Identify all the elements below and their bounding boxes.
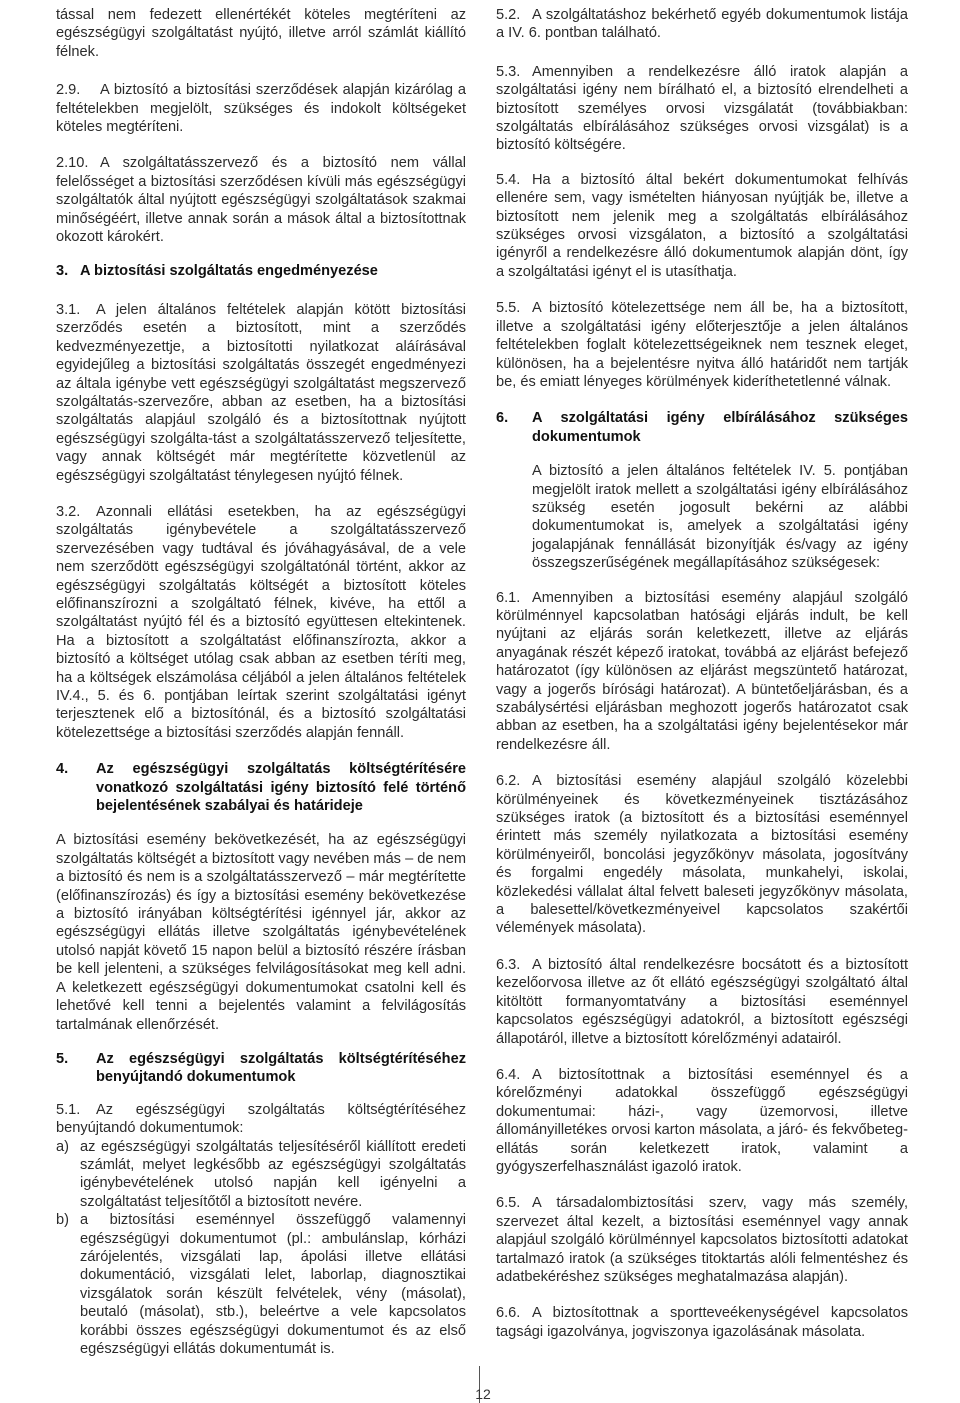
clause-5-5 [496,299,908,391]
section-heading-5 [56,1050,466,1087]
clause-number: 3.2. [56,503,81,520]
clause-number: 5.5. [496,300,521,317]
section-4-body: A biztosítási esemény bekövetkezését, ha az egészségügyi szolgáltatás költségét a biztosított vagy nevében más – de nem a biztosító és nem is a szolgáltatásszervező – már megtérítette (előfinanszírozás) és így a biztosítási esemény bekövetkezése a biztosító irányában költségtérítési igénnyel jár, akkor az egészségügyi ellátás illetve szolgáltatás igénybevételének utolsó napját követő 15 napon belül a biztosító részére írásban be kell jelenteni, a szükséges felvilágosításokat meg kell adni. A keletkezett egészségügyi dokumentumokat csatolni kell és lehetővé kell tenni a bejelentés valamint a felvilágosítás tartalmának ellenőrzését. [56,832,466,1033]
clause-5-1 [56,1101,466,1138]
section-heading-4 [56,760,466,815]
clause-2-10 [56,154,466,246]
clause-number: 6.2. [496,773,521,790]
clause-number: 5.2. [496,7,521,23]
clause-6-2 [496,772,908,938]
list-item-a [56,1138,466,1212]
list-text: a biztosítási eseménnyel összefüggő valamennyi egészségügyi dokumentumot (pl.: ambulánslap, kórházi zárójelentés, vizsgálati lap, ápolási illetve ellátási dokumentáció, vizsgálati lelet, laborlap, diagnosztikai vizsgálatok során készült felvételek, vény (másolat), beutaló (másolat), stb.), beleértve a vele kapcsolatos korábbi összes egészségügyi dokumentumot és az első egészségügyi ellátás dokumentumát is. [80,1212,466,1357]
clause-2-9 [56,81,466,136]
clause-6-6 [496,1304,908,1341]
clause-text: A biztosító kötelezettsége nem áll be, ha a biztosított, illetve a szolgáltatási igény előterjesztője a jelen általános feltételekben foglalt kötelezettségeiknek nem tesznek eleget, különösen, ha a bejelentésre nyitva álló határidőt nem tartják be, és emiatt lényeges körülmények kideríthetetlenné válnak. [496,300,908,390]
paragraph-continuation: tással nem fedezett ellenértékét köteles megtéríteni az egészségügyi szolgáltatást nyújtó, illetve arról számlát kiállító félnek. [56,7,466,60]
clause-text: A biztosítottnak a biztosítási eseménnyel és a kórelőzményi adatokkal összefüggő egészségügyi dokumentumai: házi-, vagy üzemorvosi, illetve állományilletékes orvosi karton másolata, a járó- és fekvőbeteg-ellátás során keletkezett iratok, valamint a gyógyszerfelhasználást igazoló iratok. [496,1066,908,1175]
section-title: Az egészségügyi szolgáltatás költségtérítésére vonatkozó szolgáltatási igény biztosító felé történő bejelentésének szabályai és határideje [96,761,466,815]
clause-3-1 [56,301,466,485]
clause-text: A biztosítási esemény alapjául szolgáló közelebbi körülményeinek és következményeinek tisztázásához szükséges iratok (a biztosított és a biztosítási eseménnyel érintett más személy nyilatkozata a biztosítási esemény körülményeiről, boncolási jegyzőkönyv másolata, jogosítvány és forgalmi engedély másolata, munkahelyi, iskolai, közlekedési vállalat által felvett baleseti jegyzőkönyv másolata, a balesettel/következményeivel kapcsolatos szakértői vélemények másolata). [496,773,908,937]
clause-text: Ha a biztosító által bekért dokumentumokat felhívás ellenére sem, vagy ismételten hiányosan nyújtják be, illetve a biztosított nem jelenik meg a szolgáltatás elbírálásához szükséges orvosi vizsgálaton, a biztosító a szolgáltatási igényről a rendelkezésre álló dokumentumok alapján dönt, így a szolgáltatási igényt el is utasíthatja. [496,171,908,280]
clause-text: A biztosító által rendelkezésre bocsátott és a biztosított kezelőorvosa illetve az őt ellátó egészségügyi szolgáltató által kitöltött formanyomtatvány a biztosítási eseménnyel kapcsolatos egészségügyi adatokról, a biztosított egészségi állapotáról, illetve a biztosított kórelőzményi adatairól. [496,956,908,1047]
clause-5-2 [496,6,908,43]
clause-number: 6.3. [496,956,521,973]
section-number: 3. [56,263,69,280]
clause-text: Azonnali ellátási esetekben, ha az egészségügyi szolgáltatás igénybevétele a szolgáltatásszervező szervezésében vagy tudtával és jóváhagyásával, de a vele nem szerződött egészségügyi szolgáltatónál történt, akkor az egészségügyi szolgáltatás költségét a biztosított köteles előfinanszírozni a szolgáltató félnek, kivéve, ha ettől a szolgáltatást nyújtó fél és a biztosító együttesen eltekintenek. Ha a biztosított a szolgáltatást előfinanszírozta, akkor a biztosító a költséget utólag csak abban az esetben téríti meg, ha a költségek elszámolása céljából a jelen általános feltételek IV.4., 5. és 6. pontjában leírtak szerint szolgáltatási igényt terjesztenek elő a biztosítónál, és a biztosító szolgáltatási kötelezettsége a biztosítási szerződés alapján fennáll. [56,503,466,741]
list-text: az egészségügyi szolgáltatás teljesítéséről kiállított eredeti számlát, melyet legkésőbb az egészségügyi szolgáltatás igénybevételének utolsó napján kell igényelni a szolgáltatást teljesítőtől a biztosított nevére. [80,1138,466,1210]
clause-number: 2.9. [56,82,81,99]
page-number: 12 [475,1386,491,1402]
clause-text: Amennyiben a rendelkezésre álló iratok alapján a szolgáltatási igény nem bírálható el, a biztosító elrendelheti a biztosított személyes orvosi vizsgálatát (továbbiakban: szolgáltatás elbírálásához szükséges orvosi vizsgálat) is a biztosító költségére. [496,63,908,154]
left-column [56,6,466,1358]
section-number: 4. [56,761,69,778]
clause-6-5 [496,1194,908,1286]
clause-text: Az egészségügyi szolgáltatás költségtérítéséhez benyújtandó dokumentumok: [56,1101,466,1137]
clause-number: 6.5. [496,1195,521,1212]
section-heading-3 [56,262,466,280]
list-item-b [56,1211,466,1358]
clause-number: 5.1. [56,1101,81,1118]
clause-text: A szolgáltatásszervező és a biztosító nem vállal felelősséget a biztosítási szerződésen kívüli más egészségügyi szolgáltatók által nyújtott egészségügyi szolgáltatások szakmai minőségéért, illetve annak során a mások által a biztosítottnak okozott károkért. [56,155,466,246]
right-column [496,6,908,1341]
section-heading-6 [496,409,908,446]
clause-6-4 [496,1066,908,1176]
clause-number: 6.4. [496,1066,521,1083]
clause-number: 6.1. [496,589,521,606]
clause-number: 5.4. [496,171,521,188]
clause-6-1 [496,589,908,755]
clause-number: 6.6. [496,1305,521,1322]
section-title: Az egészségügyi szolgáltatás költségtérítéséhez benyújtandó dokumentumok [96,1050,466,1086]
clause-text: A szolgáltatáshoz bekérhető egyéb dokumentumok listája a IV. 6. pontban található. [496,7,908,42]
section-number: 5. [56,1050,69,1067]
clause-number: 2.10. [56,155,89,172]
clause-6-3 [496,956,908,1048]
section-title: A biztosítási szolgáltatás engedményezése [80,263,378,280]
list-letter: a) [56,1138,69,1155]
clause-5-3 [496,63,908,155]
clause-number: 5.3. [496,63,521,80]
clause-5-4 [496,171,908,281]
section-title: A szolgáltatási igény elbírálásához szükséges dokumentumok [532,410,908,445]
clause-3-2 [56,503,466,742]
clause-number: 3.1. [56,301,81,318]
section-6-body: A biztosító a jelen általános feltételek IV. 5. pontjában megjelölt iratok mellett a szolgáltatási igény elbírálásához szükség esetén jogosult bekérni az alábbi dokumentumokat is, amelyek a szolgáltatási igény jogalapjának fennállását bizonyítják és/vagy az igény összegszerűségének megállapításához szükségesek: [532,463,908,572]
clause-text: A társadalombiztosítási szerv, vagy más személy, szervezet által kezelt, a biztosítási eseménnyel vagy annak alapjául szolgáló körülménnyel kapcsolatos biztosítotti adatokat tartalmazó iratok (a szükséges titoktartás alóli felmentéshez és adatbekéréshez szükséges meghatalmazása alapján). [496,1195,908,1285]
clause-text: A biztosítottnak a sportteveékenységével kapcsolatos tagsági igazolványa, jogviszonya igazolásának másolata. [496,1305,908,1340]
clause-text: Amennyiben a biztosítási esemény alapjául szolgáló körülménnyel kapcsolatban hatósági eljárás indult, be kell nyújtani az eljárás során keletkezett, illetve az eljárás anyagának részét képező iratokat, továbbá az eljárást befejező határozatot (így különösen az eljárást megszüntető határozat, vagy a jogerős bírósági határozat). A büntetőeljárásban, és a szabálysértési eljárásban meghozott jogerős határozatot csak abban az esetben, ha a szolgáltatási igény bejelentésekor már rendelkezésre áll. [496,589,908,753]
list-letter: b) [56,1212,69,1229]
clause-text: A biztosító a biztosítási szerződések alapján kizárólag a feltételekben megjelölt, szükséges és indokolt költségeket köteles megtéríteni. [56,82,466,136]
section-number: 6. [496,410,509,427]
clause-text: A jelen általános feltételek alapján kötött biztosítási szerződés esetén a biztosított, mint a szerződés kedvezményezettje, a biztosítotti nyilatkozat aláírásával egyidejűleg a biztosítási szolgáltatás összegét engedményezi az általa igénybe vett egészségügyi szolgáltatást megszervező szolgáltatás-szervezőre, abban az esetben, ha a biztosítási szolgáltatás alapjául szolgáló és a biztosítottnak nyújtott egészségügyi szolgálta-tást a szolgáltatásszervező teljesítette, vagy annak költségét már megtérítette közvetlenül az egészségügyi szolgáltatást ténylegesen nyújtó félnek. [56,301,466,484]
